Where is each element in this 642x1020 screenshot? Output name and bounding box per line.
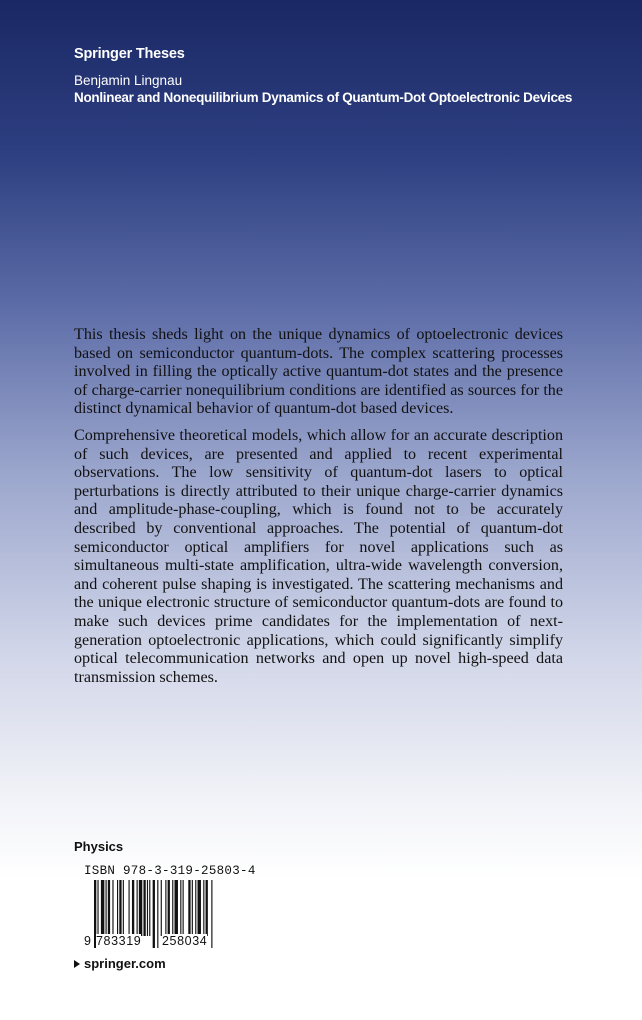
barcode-bar — [211, 880, 212, 948]
publisher-link[interactable] — [74, 956, 166, 971]
barcode-bar — [175, 880, 178, 936]
blurb-paragraph: Comprehensive theoretical models, which allow for an accurate description of such devices, are presented and applied to recent experimental observations. The low sensitivity of quantum-dot lasers to optical perturbations is directly attributed to their unique charge-carrier dynamics and amplitude-phase-coupling, which is found not to be accurately described by conventional approaches. The potential of quantum-dot semiconductor optical amplifiers for novel applications such as simultaneous multi-state amplification, ultra-wide wavelength conversion, and coherent pulse shaping is investigated. The scattering mechanisms and the unique electronic structure of semiconductor quantum-dots are found to make such devices prime candidates for the implementation of next-generation optoelectronic applications, which could significantly simplify optical telecommunication networks and open up novel high-speed data transmission schemes. — [74, 426, 563, 686]
series-name: Springer Theses — [74, 46, 185, 62]
barcode-bar — [180, 880, 181, 936]
barcode-bar — [153, 880, 155, 948]
barcode-digits-left: 783319 — [96, 934, 142, 948]
barcode-bar — [157, 880, 158, 948]
barcode-bar — [203, 880, 204, 936]
author-name: Benjamin Lingnau — [74, 73, 183, 88]
barcode-bar — [129, 880, 130, 936]
barcode-bar — [195, 880, 196, 936]
barcode-bar — [101, 880, 104, 936]
subject-label: Physics — [74, 839, 124, 854]
barcode-bar — [192, 880, 193, 936]
barcode-bar — [161, 880, 162, 936]
barcode-bar — [165, 880, 166, 936]
barcode-bar — [117, 880, 118, 936]
barcode-bar — [112, 880, 113, 936]
isbn-label: ISBN 978-3-319-25803-4 — [84, 864, 256, 878]
barcode-digits-right: 258034 — [162, 934, 208, 948]
barcode-bar — [172, 880, 173, 936]
barcode-bar — [123, 880, 124, 936]
barcode-bar — [188, 880, 190, 936]
blurb — [74, 326, 563, 695]
publisher-url: springer.com — [84, 956, 166, 971]
barcode-bar — [147, 880, 148, 936]
blurb-paragraph: This thesis sheds light on the unique dynamics of optoelectronic devices based on semiconductor quantum-dots. The complex scattering processes involved in filling the optically active quantum-dot states and the presence of charge-carrier nonequilibrium conditions are identified as sources for the distinct dynamical behavior of quantum-dot based devices. — [74, 326, 563, 418]
barcode-bar — [183, 880, 184, 936]
arrow-right-icon — [74, 960, 80, 968]
barcode-bar — [168, 880, 170, 936]
barcode-bar — [143, 880, 145, 936]
barcode-bar — [119, 880, 121, 936]
barcode-digit-first: 9 — [84, 934, 91, 948]
barcode-bar — [149, 880, 150, 936]
barcode-bar — [206, 880, 208, 936]
barcode-bar — [106, 880, 107, 936]
barcode-bar — [137, 880, 138, 936]
book-title: Nonlinear and Nonequilibrium Dynamics of Quantum-Dot Optoelectronic Devices — [74, 90, 573, 105]
barcode-bar — [198, 880, 201, 936]
barcode-bar — [108, 880, 110, 936]
barcode-bar — [132, 880, 134, 936]
barcode-bar — [139, 880, 142, 936]
